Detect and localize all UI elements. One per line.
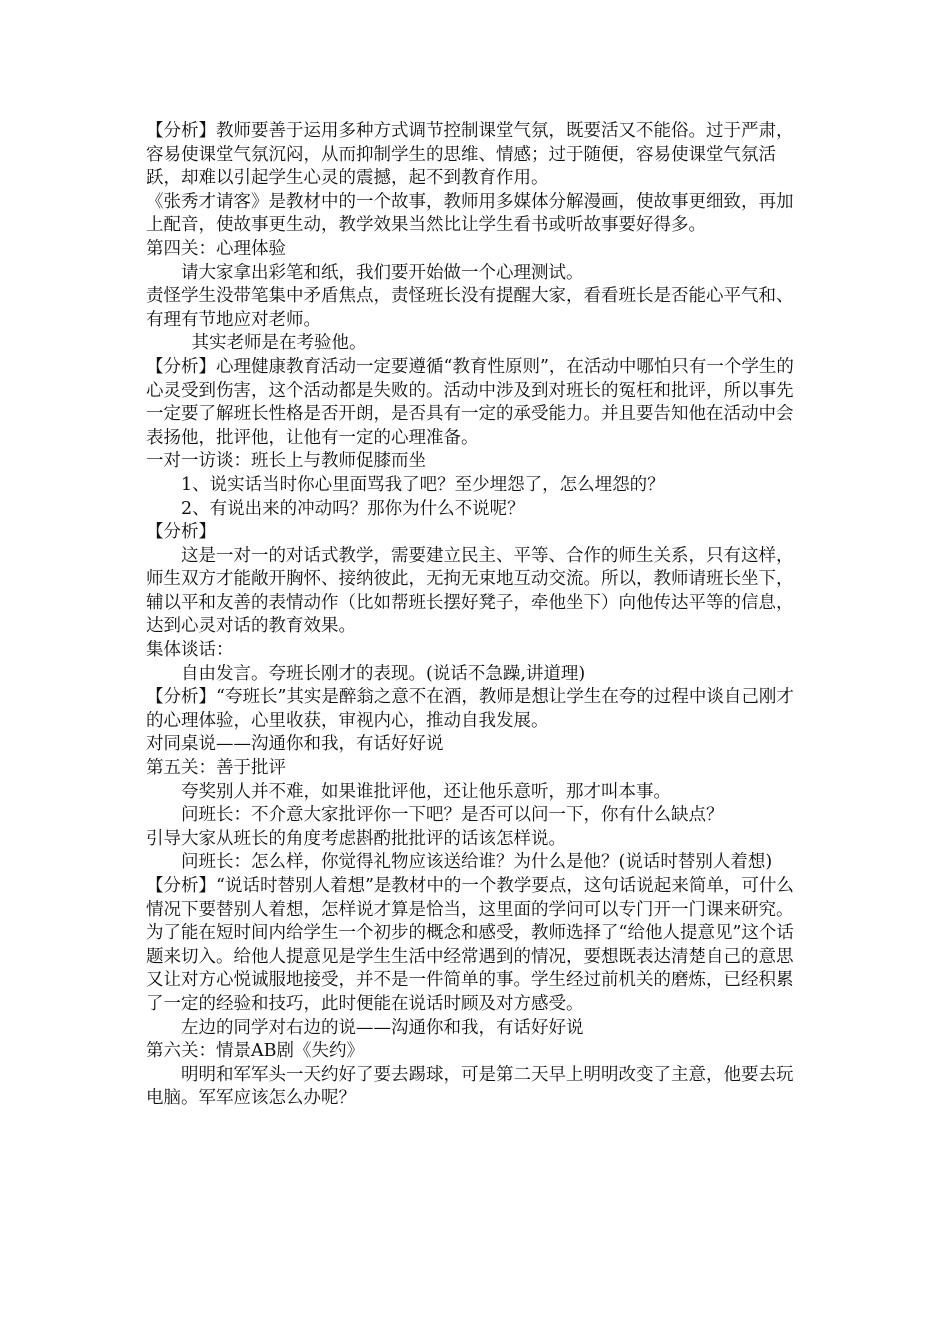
paragraph: 夸奖别人并不难，如果谁批评他，还让他乐意听，那才叫本事。 bbox=[181, 781, 671, 802]
paragraph: 【分析】心理健康教育活动一定要遵循“教育性原则”，在活动中哪怕只有一个学生的心灵受到伤害，这个活动都是失败的。活动中涉及到对班长的冤枉和批评，所以事先一定要了解班长性格是否开朗，是否具有一定的承受能力。并且要告知他在活动中会表扬他，批评他，让他有一定的心理准备。 bbox=[146, 356, 794, 448]
paragraph: 【分析】教师要善于运用多种方式调节控制课堂气氛，既要活又不能俗。过于严肃，容易使课堂气氛沉闷，从而抑制学生的思维、情感；过于随便，容易使课堂气氛活跃，却难以引起学生心灵的震撼，起不到教育作用。 bbox=[146, 121, 794, 189]
paragraph: 自由发言。夸班长刚才的表现。(说话不急躁,讲道理) bbox=[181, 663, 586, 684]
paragraph: 引导大家从班长的角度考虑斟酌批批评的话该怎样说。 bbox=[146, 828, 566, 849]
section-heading: 第五关：善于批评 bbox=[146, 758, 286, 779]
list-item: 2、有说出来的冲动吗？那你为什么不说呢？ bbox=[181, 498, 525, 519]
paragraph: 【分析】“说话时替别人着想”是教材中的一个教学要点，这句话说起来简单，可什么情况下要替别人着想，怎样说才算是恰当，这里面的学问可以专门开一门课来研究。为了能在短时间内给学生一个初步的概念和感受，教师选择了“给他人提意见”这个话题来切入。给他人提意见是学生生活中经常遇到的情况，要想既表达清楚自己的意思又让对方心悦诚服地接受，并不是一件简单的事。学生经过前机关的磨炼，已经积累了一定的经验和技巧，此时便能在说话时顾及对方感受。 bbox=[146, 876, 794, 1014]
paragraph: 其实老师是在考验他。 bbox=[191, 333, 367, 354]
paragraph: 《张秀才请客》是教材中的一个故事，教师用多媒体分解漫画，使故事更细致，再加上配音，使故事更生动，教学效果当然比让学生看书或听故事要好得多。 bbox=[146, 191, 794, 236]
paragraph: 问班长：怎么样，你觉得礼物应该送给谁？为什么是他？(说话时替别人着想) bbox=[181, 852, 773, 873]
paragraph: 【分析】“夸班长”其实是醉翁之意不在酒，教师是想让学生在夸的过程中谈自己刚才的心理体验，心里收获，审视内心，推动自我发展。 bbox=[146, 687, 794, 731]
section-heading: 第四关：心理体验 bbox=[146, 238, 286, 259]
paragraph: 左边的同学对右边的说——沟通你和我，有话好好说 bbox=[181, 1017, 584, 1038]
paragraph: 【分析】 bbox=[146, 522, 216, 543]
paragraph: 集体谈话： bbox=[146, 640, 234, 661]
document-body bbox=[146, 120, 806, 1111]
paragraph: 明明和军军头一天约好了要去踢球，可是第二天早上明明改变了主意，他要去玩电脑。军军应该怎么办呢？ bbox=[146, 1064, 794, 1109]
paragraph: 对同桌说——沟通你和我，有话好好说 bbox=[146, 734, 444, 755]
paragraph: 责怪学生没带笔集中矛盾焦点，责怪班长没有提醒大家，看看班长是否能心平气和、有理有节地应对老师。 bbox=[146, 286, 794, 330]
section-heading: 第六关：情景AB剧《失约》 bbox=[146, 1041, 364, 1062]
list-item: 1、说实话当时你心里面骂我了吧？至少埋怨了，怎么埋怨的？ bbox=[181, 474, 665, 495]
paragraph: 请大家拿出彩笔和纸，我们要开始做一个心理测试。 bbox=[181, 262, 584, 283]
paragraph: 这是一对一的对话式教学，需要建立民主、平等、合作的师生关系，只有这样，师生双方才能敞开胸怀、接纳彼此，无拘无束地互动交流。所以，教师请班长坐下，辅以平和友善的表情动作（比如帮班长摆好凳子，牵他坐下）向他传达平等的信息，达到心灵对话的教育效果。 bbox=[146, 545, 794, 637]
paragraph: 问班长：不介意大家批评你一下吧？是否可以问一下，你有什么缺点？ bbox=[181, 805, 724, 826]
paragraph: 一对一访谈：班长上与教师促膝而坐 bbox=[146, 451, 426, 472]
